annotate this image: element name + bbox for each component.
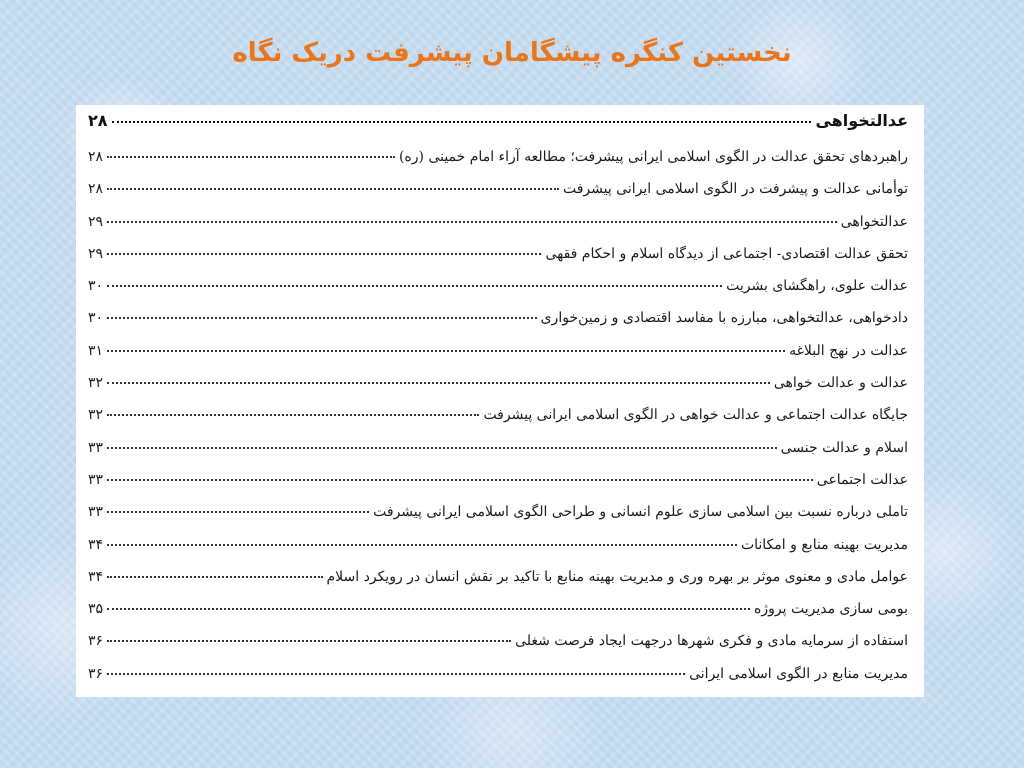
toc-entry-page: ۲۸ (88, 149, 104, 165)
toc-entry-page: ۳۶ (88, 633, 104, 650)
toc-entry-page: ۳۳ (88, 439, 104, 456)
toc-section-title: عدالتخواهی (815, 111, 908, 130)
toc-entry (88, 149, 908, 181)
dot-leader (107, 511, 369, 513)
toc-entry-title: دادخواهی، عدالتخواهی، مبارزه با مفاسد اقتصادی و زمین‌خواری (540, 310, 908, 327)
toc-entry-page: ۲۹ (88, 213, 104, 230)
toc-entry (88, 214, 908, 246)
dot-leader (107, 350, 785, 352)
toc-entry (88, 504, 908, 536)
toc-entry-title: عدالت در نهج البلاغه (789, 342, 908, 359)
dot-leader (112, 121, 812, 123)
toc-entry-page: ۲۸ (88, 181, 104, 198)
toc-entry (88, 569, 908, 601)
dot-leader (107, 253, 541, 255)
dot-leader (107, 317, 537, 319)
toc-entry-title: مدیریت منابع در الگوی اسلامی ایرانی (689, 665, 908, 682)
slide-title: نخستین کنگره پیشگامان پیشرفت دریک نگاه (232, 38, 792, 68)
toc-section-page: ۲۸ (88, 111, 108, 130)
toc-entry-title: تحقق عدالت اقتصادی- اجتماعی از دیدگاه اسلام و احکام فقهی (545, 245, 908, 262)
toc-entry (88, 407, 908, 439)
toc-entry (88, 472, 908, 504)
toc-entry (88, 537, 908, 569)
toc-entry-page: ۳۲ (88, 407, 104, 424)
toc-entry-title: توأمانی عدالت و پیشرفت در الگوی اسلامی ایرانی پیشرفت (562, 181, 908, 198)
toc-entry-title: راهبردهای تحقق عدالت در الگوی اسلامی ایرانی پیشرفت؛ مطالعه آراء امام خمینی (ره) (398, 149, 908, 165)
toc-entry (88, 278, 908, 310)
toc-entry-title: تاملی درباره نسبت بین اسلامی سازی علوم انسانی و طراحی الگوی اسلامی ایرانی پیشرفت (373, 504, 908, 521)
toc-entry-page: ۲۹ (88, 245, 104, 262)
toc-entry-page: ۳۰ (88, 310, 104, 327)
dot-leader (107, 221, 837, 223)
toc-entry-page: ۳۲ (88, 375, 104, 392)
dot-leader (107, 640, 511, 642)
dot-leader (107, 285, 722, 287)
toc-entry-page: ۳۱ (88, 342, 104, 359)
toc-entry-page: ۳۰ (88, 278, 104, 295)
toc-entry-page: ۳۴ (88, 568, 104, 585)
toc-entry-title: عدالت و عدالت خواهی (773, 375, 908, 392)
toc-entry-title: عدالت اجتماعی (816, 471, 908, 488)
toc-entry (88, 601, 908, 633)
toc-entry (88, 310, 908, 342)
toc-entry-title: عدالتخواهی (840, 213, 908, 230)
dot-leader (107, 188, 559, 190)
toc-entry-title: اسلام و عدالت جنسی (780, 439, 908, 456)
dot-leader (107, 608, 750, 610)
toc-entry (88, 440, 908, 472)
toc-entry-page: ۳۴ (88, 536, 104, 553)
toc-entry-title: جایگاه عدالت اجتماعی و عدالت خواهی در الگوی اسلامی ایرانی پیشرفت (483, 407, 908, 424)
toc-section-header (88, 111, 908, 149)
toc-entry-page: ۳۳ (88, 504, 104, 521)
toc-entry (88, 375, 908, 407)
toc-entry-title: عوامل مادی و معنوی موثر بر بهره وری و مدیریت بهینه منابع با تاکید بر نقش انسان در رویکرد اسلام (326, 568, 908, 585)
toc-entry (88, 633, 908, 665)
toc-entry-title: مدیریت بهینه منابع و امکانات (740, 536, 908, 553)
dot-leader (107, 544, 737, 546)
table-of-contents (76, 105, 924, 697)
toc-entry-title: عدالت علوی، راهگشای بشریت (726, 278, 908, 295)
toc-entry (88, 181, 908, 213)
toc-entry-page: ۳۵ (88, 601, 104, 618)
toc-entry-page: ۳۳ (88, 471, 104, 488)
dot-leader (107, 414, 479, 416)
toc-entry-title: بومی سازی مدیریت پروژه (754, 601, 908, 618)
dot-leader (107, 447, 777, 449)
toc-entry-page: ۳۶ (88, 665, 104, 682)
toc-entry-title: استفاده از سرمایه مادی و فکری شهرها درجهت ایجاد فرصت شغلی (515, 633, 908, 650)
toc-entry (88, 666, 908, 698)
toc-entry (88, 246, 908, 278)
dot-leader (107, 156, 395, 158)
toc-entry (88, 343, 908, 375)
dot-leader (107, 673, 685, 675)
dot-leader (107, 479, 813, 481)
dot-leader (107, 382, 770, 384)
dot-leader (107, 576, 322, 578)
